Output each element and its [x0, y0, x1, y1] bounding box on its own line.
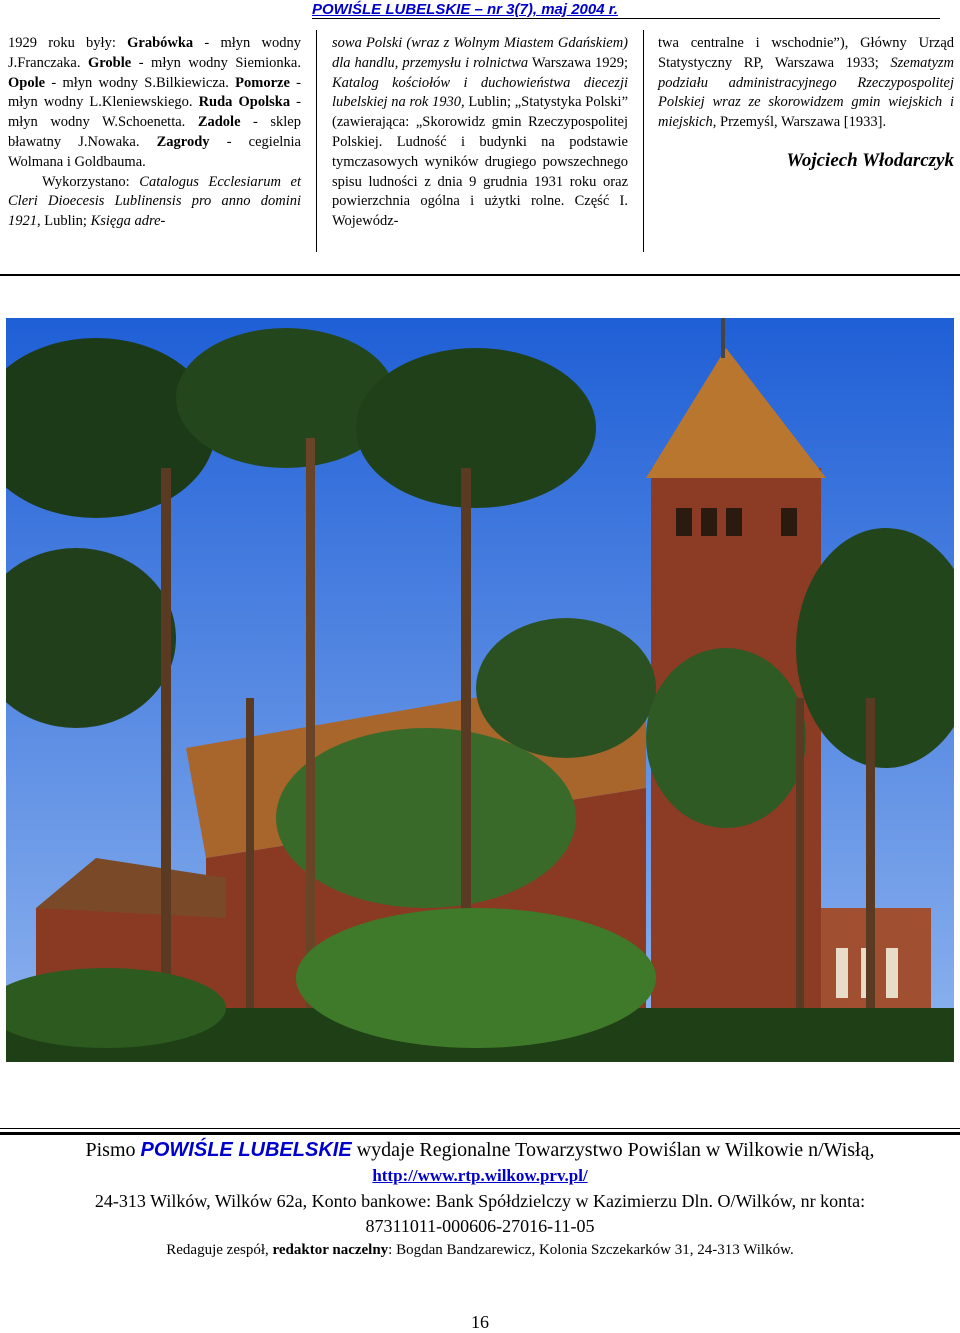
- page-number: 16: [471, 1312, 489, 1332]
- paragraph-mills: 1929 roku były: Grabówka - młyn wodny J.Franczaka. Groble - młyn wodny Siemionka. Opole - młyn wodny S.Bilkiewicza. Pomorze - młyn wodny L.Kleniewskiego. Ruda Opolska - młyn wodny W.Schoenetta. Zadole - sklep bławatny J.Nowaka. Zagrody - cegielnia Wolmana i Goldbauma.: [8, 35, 302, 170]
- paragraph-sources-cont: sowa Polski (wraz z Wolnym Miastem Gdańskiem) dla handlu, przemysłu i rolnictwa Warszawa 1929; Katalog kościołów i duchowieństwa diecezji lubelskiej na rok 1930, Lublin; „Statystyka Polski” (zawierająca: „Skorowidz gmin Rzeczypospolitej Polskiej. Ludność i budynki na podstawie tymczasowych wyników drugiego powszechnego spisu ludności z dnia 9 grudnia 1931 roku oraz powierzchnia ogólna i użytki rolne. Część I. Wojewódz-: [332, 35, 629, 230]
- text-column-2: [332, 34, 628, 232]
- header-rule: [312, 18, 940, 19]
- paragraph-sources: Wykorzystano: Catalogus Ecclesiarum et Cleri Dioecesis Lublinensis pro anno domini 1921, Lublin; Księga adre-: [8, 173, 301, 230]
- account-number: 87311011-000606-27016-11-05: [365, 1216, 595, 1236]
- text-column-1: [8, 34, 301, 232]
- journal-brand: POWIŚLE LUBELSKIE: [140, 1139, 352, 1161]
- footer-rules: [0, 1128, 960, 1135]
- publisher-footer: [0, 1136, 960, 1262]
- editors-line: Redaguje zespół, redaktor naczelny: Bogdan Bandzarewicz, Kolonia Szczekarków 31, 24-313 Wilków.: [166, 1242, 794, 1258]
- section-rule: [0, 274, 960, 276]
- paragraph-sources-end: twa centralne i wschodnie”), Główny Urząd Statystyczny RP, Warszawa 1933; Szematyzm podziału administracyjnego Rzeczypospolitej Polskiej wraz ze skorowidzem gmin wiejskich i miejskich, Przemyśl, Warszawa [1933].: [658, 35, 954, 131]
- church-photo-illustration: [6, 318, 954, 1062]
- text-column-3: [658, 34, 954, 171]
- address-line: 24-313 Wilków, Wilków 62a, Konto bankowe: Bank Spółdzielczy w Kazimierzu Dln. O/Wilków, nr konta:: [94, 1191, 866, 1211]
- author-signature: Wojciech Włodarczyk: [786, 149, 954, 171]
- column-divider: [316, 30, 317, 252]
- column-divider: [643, 30, 644, 252]
- publisher-line: Pismo POWIŚLE LUBELSKIE wydaje Regionalne Towarzystwo Powiślan w Wilkowie n/Wisłą,: [85, 1139, 875, 1161]
- website-link[interactable]: http://www.rtp.wilkow.prv.pl/: [372, 1166, 588, 1185]
- church-photo: [6, 318, 954, 1062]
- journal-header: POWIŚLE LUBELSKIE – nr 3(7), maj 2004 r.: [312, 1, 618, 18]
